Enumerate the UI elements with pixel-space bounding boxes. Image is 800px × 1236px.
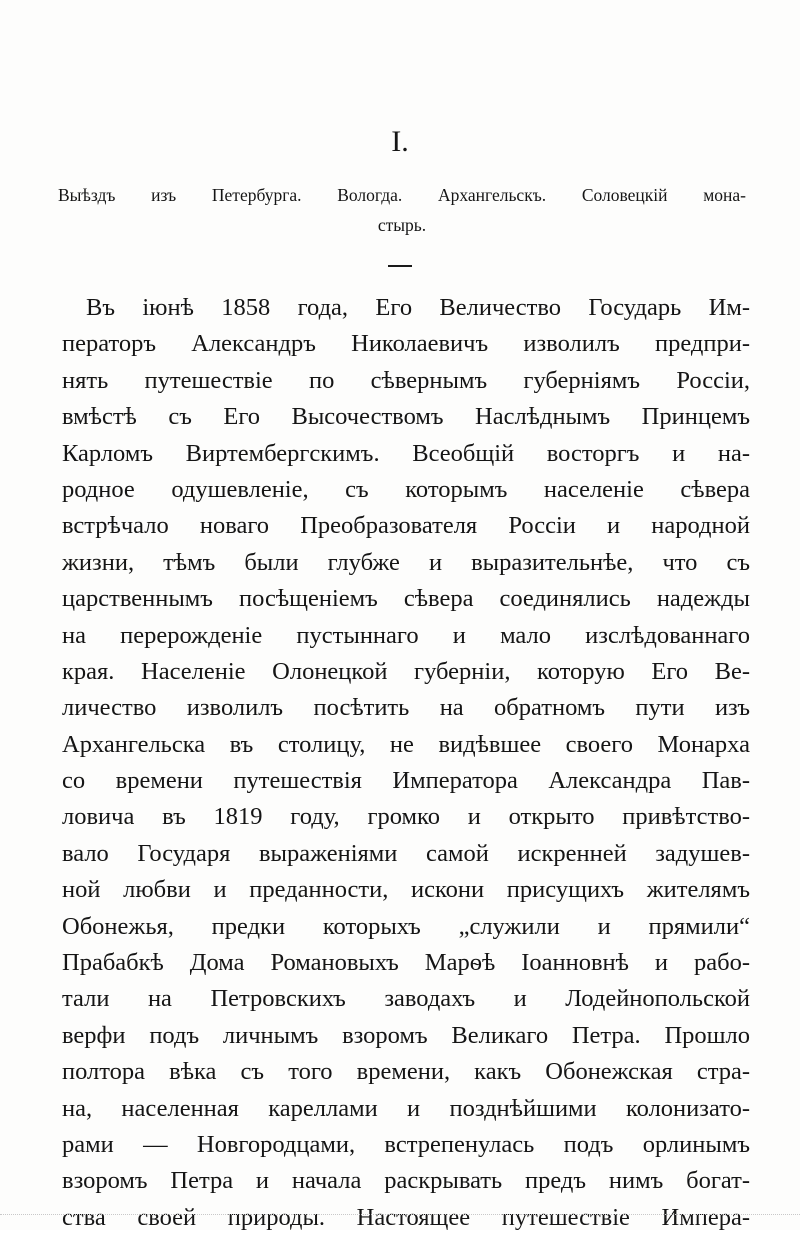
text-line: со времени путешествія Императора Александра Пав- bbox=[62, 767, 750, 795]
text-line: Архангельска въ столицу, не видѣвшее своего Монарха bbox=[62, 730, 750, 758]
text-line: встрѣчало новаго Преобразователя Россіи и народной bbox=[62, 512, 750, 540]
text-line: верфи подъ личнымъ взоромъ Великаго Петра. Прошло bbox=[62, 1021, 750, 1049]
text-line: Обонежья, предки которыхъ „служили и прямили“ bbox=[62, 912, 750, 940]
text-line: тали на Петровскихъ заводахъ и Лодейнопольской bbox=[62, 985, 750, 1013]
text-line: на перерожденіе пустыннаго и мало изслѣдованнаго bbox=[62, 621, 750, 649]
chapter-title-line: стырь. bbox=[377, 215, 427, 235]
text-line: царственнымъ посѣщеніемъ сѣвера соединялись надежды bbox=[62, 585, 750, 613]
text-line: ловича въ 1819 году, громко и открыто привѣтство- bbox=[62, 803, 750, 831]
text-line: рами — Новгородцами, встрепенулась подъ орлинымъ bbox=[62, 1130, 750, 1158]
text-line: ства своей природы. Настоящее путешествіе Импера- bbox=[62, 1203, 750, 1231]
chapter-title-line: Выѣздъ изъ Петербурга. Вологда. Архангельскъ. Соловецкій мона- bbox=[58, 185, 746, 205]
text-line: личество изволилъ посѣтить на обратномъ пути изъ bbox=[62, 694, 750, 722]
text-line: вмѣстѣ съ Его Высочествомъ Наслѣднымъ Принцемъ bbox=[62, 403, 750, 431]
text-line: взоромъ Петра и начала раскрывать предъ нимъ богат- bbox=[62, 1167, 750, 1195]
text-line: на, населенная кареллами и позднѣйшими колонизато- bbox=[62, 1094, 750, 1122]
text-line: ной любви и преданности, искони присущихъ жителямъ bbox=[62, 876, 750, 904]
text-line: Въ іюнѣ 1858 года, Его Величество Государь Им- bbox=[86, 294, 750, 321]
text-line: полтора вѣка съ того времени, какъ Обонежская стра- bbox=[62, 1058, 750, 1086]
chapter-number: I. bbox=[391, 125, 409, 158]
text-line: жизни, тѣмъ были глубже и выразительнѣе, что съ bbox=[62, 548, 750, 576]
text-line: родное одушевленіе, съ которымъ населеніе сѣвера bbox=[62, 475, 750, 503]
text-line: ператоръ Александръ Николаевичъ изволилъ предпри- bbox=[62, 330, 750, 358]
section-divider bbox=[388, 265, 412, 267]
text-line: Прабабкѣ Дома Романовыхъ Марѳѣ Іоанновнѣ и рабо- bbox=[62, 949, 750, 977]
text-line: Карломъ Виртембергскимъ. Всеобщій восторгъ и на- bbox=[62, 439, 750, 467]
body-paragraph bbox=[62, 290, 750, 1236]
text-line: края. Населеніе Олонецкой губерніи, которую Его Ве- bbox=[62, 657, 750, 685]
text-line: нять путешествіе по сѣвернымъ губерніямъ Россіи, bbox=[62, 366, 750, 394]
text-line: вало Государя выраженіями самой искренней задушев- bbox=[62, 839, 750, 867]
page-bottom-edge bbox=[0, 1214, 800, 1218]
chapter-title bbox=[58, 180, 746, 240]
